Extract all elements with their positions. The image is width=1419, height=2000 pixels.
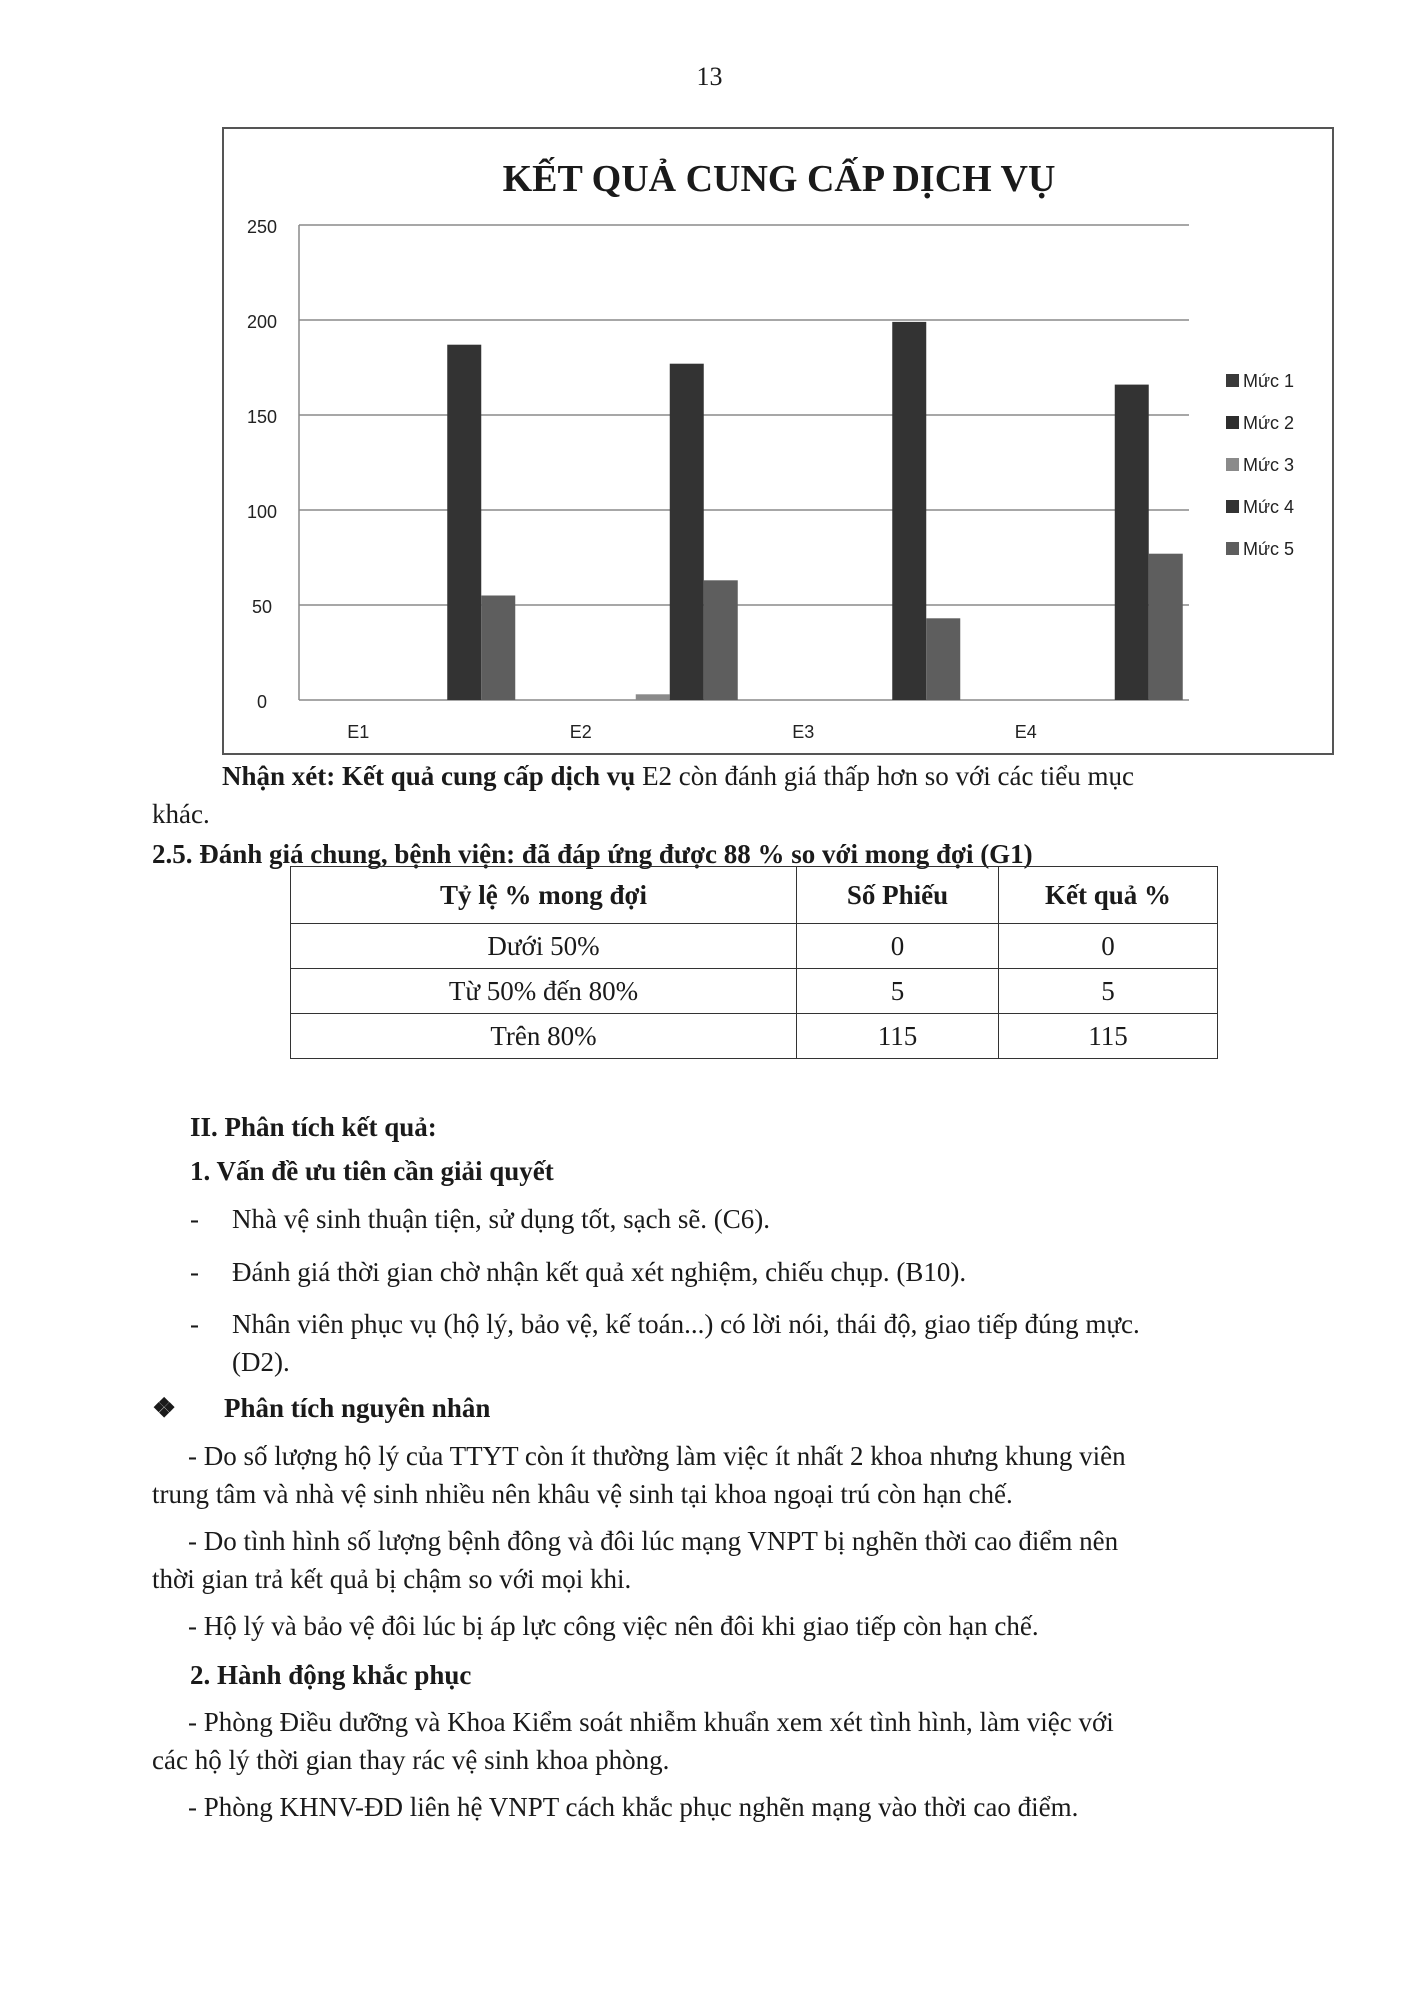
header-expectation: Tỷ lệ % mong đợi	[291, 867, 797, 924]
bar-mức-5-e1	[481, 596, 515, 701]
bar-mức-5-e4	[1149, 554, 1183, 700]
legend-swatch	[1226, 416, 1239, 429]
bar-mức-3-e2	[636, 694, 670, 700]
comment-text: E2 còn đánh giá thấp hơn so với các tiểu mục	[635, 761, 1134, 791]
cause-heading-line	[152, 1389, 490, 1427]
y-tick-label: 250	[246, 217, 278, 237]
y-axis-ticks	[247, 217, 277, 712]
chart-svg	[224, 129, 1334, 755]
bar-mức-4-e1	[447, 345, 481, 700]
expectation-table	[290, 866, 1218, 1059]
header-result: Kết quả %	[999, 867, 1218, 924]
action-heading: 2. Hành động khắc phục	[190, 1660, 472, 1690]
gridlines	[299, 225, 1189, 700]
legend-label: Mức 5	[1243, 539, 1295, 559]
cause-heading: Phân tích nguyên nhân	[224, 1393, 491, 1423]
cell-votes: 0	[797, 924, 999, 969]
cell-range: Trên 80%	[291, 1014, 797, 1059]
x-tick-label: E4	[1014, 722, 1037, 742]
bar-chart	[222, 127, 1334, 755]
legend-swatch	[1226, 374, 1239, 387]
legend-label: Mức 2	[1243, 413, 1295, 433]
diamond-bullet-icon: ❖	[152, 1393, 177, 1423]
legend-label: Mức 1	[1243, 371, 1295, 391]
cell-result: 115	[999, 1014, 1218, 1059]
x-tick-label: E1	[347, 722, 370, 742]
cell-range: Dưới 50%	[291, 924, 797, 969]
legend-swatch	[1226, 458, 1239, 471]
y-tick-label: 150	[246, 407, 278, 427]
cause-line: trung tâm và nhà vệ sinh nhiều nên khâu vệ sinh tại khoa ngoại trú còn hạn chế.	[152, 1479, 1013, 1509]
legend-label: Mức 3	[1243, 455, 1295, 475]
y-tick-label: 200	[246, 312, 278, 332]
bar-mức-4-e3	[892, 322, 926, 700]
priority-heading: 1. Vấn đề ưu tiên cần giải quyết	[190, 1156, 554, 1186]
cause-line: thời gian trả kết quả bị chậm so với mọi khi.	[152, 1564, 632, 1594]
header-votes: Số Phiếu	[797, 867, 999, 924]
priority-item-continuation: (D2).	[232, 1347, 290, 1377]
legend-swatch	[1226, 500, 1239, 513]
priority-item: - Nhà vệ sinh thuận tiện, sử dụng tốt, sạch sẽ. (C6).	[190, 1204, 771, 1234]
legend-label: Mức 4	[1243, 497, 1295, 517]
priority-item: - Đánh giá thời gian chờ nhận kết quả xét nghiệm, chiếu chụp. (B10).	[190, 1257, 967, 1287]
y-tick-label: 100	[246, 502, 278, 522]
x-tick-label: E3	[792, 722, 815, 742]
bar-mức-4-e2	[670, 364, 704, 700]
table-header-row	[291, 867, 1218, 924]
x-axis-ticks	[347, 722, 1037, 742]
bars	[447, 322, 1183, 700]
table-row	[291, 924, 1218, 969]
y-tick-label: 0	[256, 692, 268, 712]
chart-title: KẾT QUẢ CUNG CẤP DỊCH VỤ	[502, 158, 1056, 200]
bar-mức-4-e4	[1115, 385, 1149, 700]
table-row	[291, 969, 1218, 1014]
table-row	[291, 1014, 1218, 1059]
cause-line: - Hộ lý và bảo vệ đôi lúc bị áp lực công việc nên đôi khi giao tiếp còn hạn chế.	[188, 1611, 1039, 1641]
action-line: - Phòng KHNV-ĐD liên hệ VNPT cách khắc phục nghẽn mạng vào thời cao điểm.	[188, 1792, 1079, 1822]
cell-votes: 115	[797, 1014, 999, 1059]
cell-result: 0	[999, 924, 1218, 969]
page-number: 13	[696, 62, 723, 91]
comment-continuation: khác.	[152, 799, 210, 829]
analysis-heading: II. Phân tích kết quả:	[190, 1112, 437, 1142]
bar-mức-5-e3	[926, 618, 960, 700]
action-line: - Phòng Điều dưỡng và Khoa Kiểm soát nhiễm khuẩn xem xét tình hình, làm việc với	[188, 1707, 1114, 1737]
legend-swatch	[1226, 542, 1239, 555]
priority-item: - Nhân viên phục vụ (hộ lý, bảo vệ, kế toán...) có lời nói, thái độ, giao tiếp đúng mực.	[190, 1309, 1140, 1339]
cell-votes: 5	[797, 969, 999, 1014]
comment-label: Nhận xét: Kết quả cung cấp dịch vụ	[222, 761, 636, 791]
action-line: các hộ lý thời gian thay rác vệ sinh khoa phòng.	[152, 1745, 670, 1775]
comment-line	[222, 757, 1134, 795]
bar-mức-5-e2	[704, 580, 738, 700]
legend	[1226, 371, 1294, 559]
cause-line: - Do số lượng hộ lý của TTYT còn ít thường làm việc ít nhất 2 khoa nhưng khung viên	[188, 1441, 1126, 1471]
cause-line: - Do tình hình số lượng bệnh đông và đôi lúc mạng VNPT bị nghẽn thời cao điểm nên	[188, 1526, 1119, 1556]
cell-range: Từ 50% đến 80%	[291, 969, 797, 1014]
x-tick-label: E2	[569, 722, 592, 742]
cell-result: 5	[999, 969, 1218, 1014]
y-tick-label: 50	[251, 597, 273, 617]
section-2-5-title: 2.5. Đánh giá chung, bệnh viện: đã đáp ứng được 88 % so với mong đợi (G1)	[152, 839, 1033, 869]
